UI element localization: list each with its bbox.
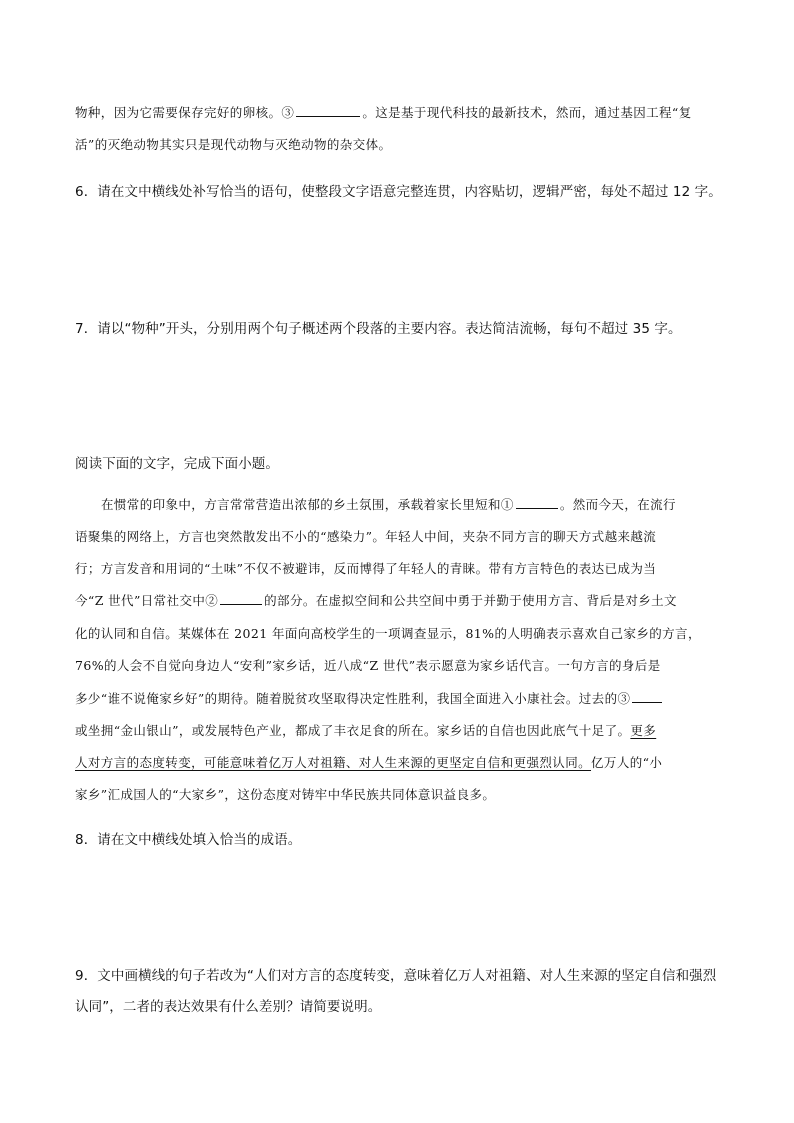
passage-line [75,753,662,771]
question-7: 7．请以“物种”开头，分别用两个句子概述两个段落的主要内容。表达简洁流畅，每句不超过 35 字。 [75,321,682,337]
question-8: 8．请在文中横线处填入恰当的成语。 [75,832,302,848]
passage-line [75,103,692,121]
answer-blank-3[interactable] [296,103,360,117]
passage-text: 。然而今天，在流行 [559,497,676,512]
passage-text: 在惯常的印象中，方言常常营造出浓郁的乡土氛围，承载着家长里短和① [101,497,514,512]
question-6: 6．请在文中横线处补写恰当的语句，使整段文字语意完整连贯，内容贴切，逻辑严密，每处不超过 12 字。 [75,184,722,200]
passage-line [75,721,656,739]
answer-blank-3[interactable] [632,689,662,703]
passage-line: 活”的灭绝动物其实只是现代动物与灭绝动物的杂交体。 [75,137,392,152]
passage-line: 行；方言发音和用词的“土味”不仅不被避讳，反而博得了年轻人的青睐。带有方言特色的表达已成为当 [75,561,657,576]
passage-text: 物种，因为它需要保存完好的卵核。③ [75,105,295,120]
passage-line: 家乡”汇成国人的“大家乡”，这份态度对铸牢中华民族共同体意识益良多。 [75,787,496,802]
passage-line [101,495,676,513]
passage-text: 的部分。在虚拟空间和公共空间中勇于并勤于使用方言、背后是对乡土文 [264,593,677,608]
passage-text: 今“Z 世代”日常社交中② [75,593,219,608]
underlined-sentence: 人对方言的态度转变，可能意味着亿万人对祖籍、对人生来源的更坚定自信和更强烈认同。 [75,755,592,770]
passage-line [75,591,677,609]
question-9-line1: 9．文中画横线的句子若改为“人们对方言的态度转变，意味着亿万人对祖籍、对人生来源的坚定自信和强烈 [75,968,717,984]
question-9-line2: 认同”，二者的表达效果有什么差别？请简要说明。 [75,999,382,1015]
passage-text: 亿万人的“小 [591,755,663,770]
passage-text: 或坐拥“金山银山”，或发展特色产业，都成了丰衣足食的所在。家乡话的自信也因此底气十足了。 [75,723,631,738]
passage-text: 。这是基于现代科技的最新技术，然而，通过基因工程“复 [362,105,692,120]
passage-text: 多少“谁不说俺家乡好”的期待。随着脱贫攻坚取得决定性胜利，我国全面进入小康社会。过去的③ [75,691,631,706]
answer-blank-2[interactable] [220,591,262,605]
section-instruction: 阅读下面的文字，完成下面小题。 [75,456,279,472]
passage-line: 语聚集的网络上，方言也突然散发出不小的“感染力”。年轻人中间，夹杂不同方言的聊天方式越来越流 [75,529,657,544]
answer-blank-1[interactable] [516,495,558,509]
underlined-sentence: 更多 [630,723,657,738]
passage-line: 76%的人会不自觉向身边人“安利”家乡话，近八成“Z 世代”表示愿意为家乡话代言。一句方言的身后是 [75,658,661,673]
passage-line [75,689,664,707]
passage-line: 化的认同和自信。某媒体在 2021 年面向高校学生的一项调查显示，81%的人明确表示喜欢自己家乡的方言， [75,626,701,641]
